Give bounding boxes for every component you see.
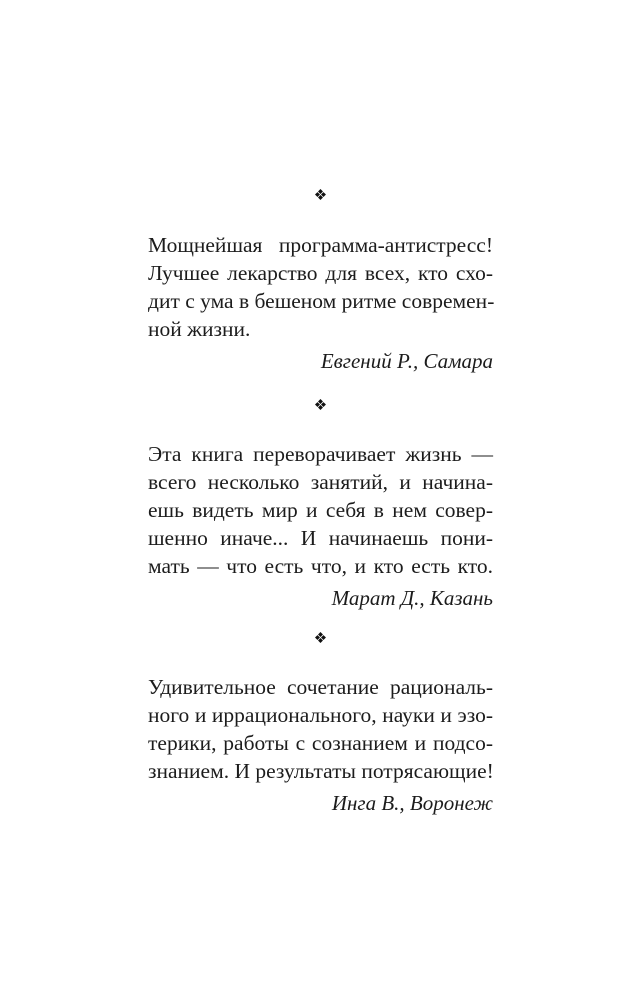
quote-line: мать — что есть что, и кто есть кто.	[148, 554, 493, 578]
ornament-divider-icon: ❖	[313, 396, 328, 414]
quote-attribution: Марат Д., Казань	[331, 586, 493, 610]
testimonial-1	[148, 231, 493, 375]
quote-line: Удивительное сочетание рациональ-	[148, 675, 493, 699]
quote-attribution: Евгений Р., Самара	[320, 349, 493, 373]
quote-line: терики, работы с сознанием и подсо-	[148, 731, 493, 755]
quote-attribution: Инга В., Воронеж	[331, 791, 493, 815]
quote-line: шенно иначе... И начинаешь пони-	[148, 526, 493, 550]
quote-line: всего несколько занятий, и начина-	[148, 470, 493, 494]
quote-line: знанием. И результаты потрясающие!	[148, 759, 494, 783]
testimonial-3	[148, 673, 493, 817]
ornament-divider-icon: ❖	[313, 186, 328, 204]
quote-line: Эта книга переворачивает жизнь —	[148, 442, 493, 466]
quote-line: дит с ума в бешеном ритме современ-	[148, 289, 495, 313]
quote-line: Мощнейшая программа-антистресс!	[148, 233, 493, 257]
testimonial-2	[148, 440, 493, 612]
quote-line: ешь видеть мир и себя в нем совер-	[148, 498, 493, 522]
quote-line: Лучшее лекарство для всех, кто схо-	[148, 261, 493, 285]
ornament-divider-icon: ❖	[313, 629, 328, 647]
quote-line: ной жизни.	[148, 317, 251, 341]
quote-line: ного и иррационального, науки и эзо-	[148, 703, 493, 727]
